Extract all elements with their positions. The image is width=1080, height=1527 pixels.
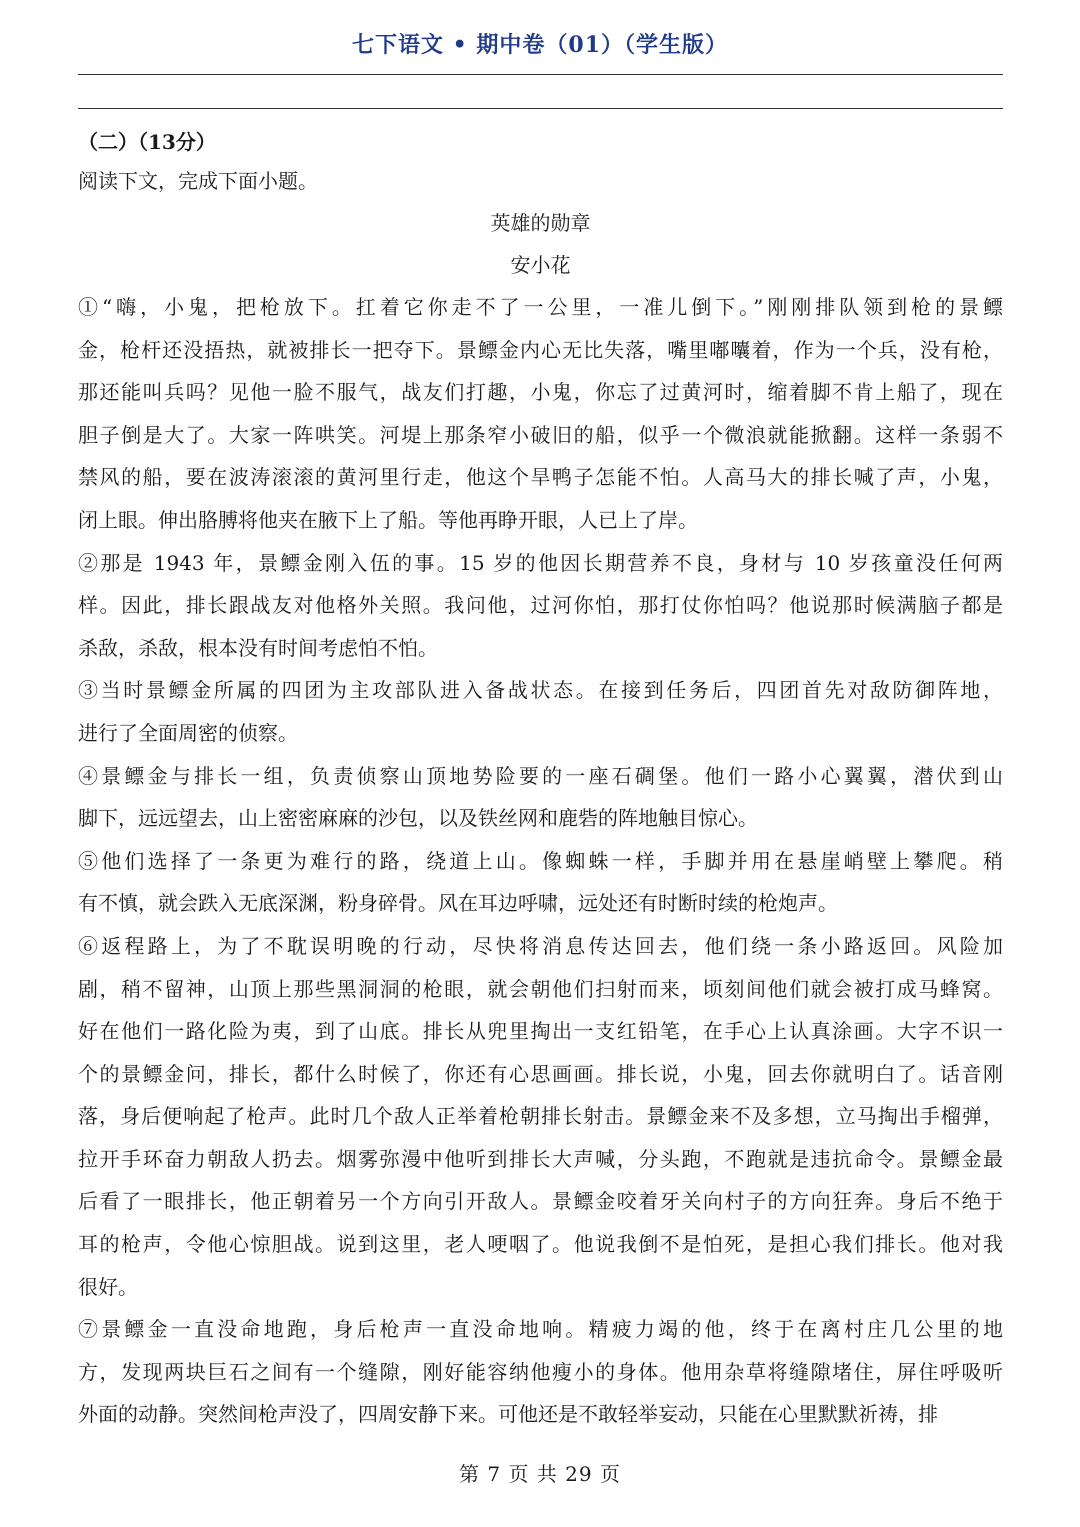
article-paragraph <box>78 669 1003 754</box>
paragraph-line: 那还能叫兵吗？见他一脸不服气，战友们打趣，小鬼，你忘了过黄河时，缩着脚不肯上船了，现在 <box>78 380 1003 405</box>
paragraph-line: ⑦景鳔金一直没命地跑，身后枪声一直没命地响。精疲力竭的他，终于在离村庄几公里的地 <box>78 1317 1003 1342</box>
paragraph-line: 脚下，远远望去，山上密密麻麻的沙包，以及铁丝网和鹿砦的阵地触目惊心。 <box>78 806 758 831</box>
paragraph-line: 好在他们一路化险为夷，到了山底。排长从兜里掏出一支红铅笔，在手心上认真涂画。大字不识一 <box>78 1019 1003 1044</box>
paragraph-line: 胆子倒是大了。大家一阵哄笑。河堤上那条窄小破旧的船，似乎一个微浪就能掀翻。这样一条弱不 <box>78 422 1003 447</box>
paragraph-line: 后看了一眼排长，他正朝着另一个方向引开敌人。景鳔金咬着牙关向村子的方向狂奔。身后不绝于 <box>78 1189 1003 1214</box>
article-body <box>78 286 1003 1436</box>
paragraph-line: ③当时景鳔金所属的四团为主攻部队进入备战状态。在接到任务后，四团首先对敌防御阵地， <box>78 678 1003 703</box>
header-rule-top <box>78 74 1003 75</box>
article-paragraph <box>78 925 1003 1308</box>
article-paragraph <box>78 840 1003 925</box>
paragraph-line: ⑤他们选择了一条更为难行的路，绕道上山。像蜘蛛一样，手脚并用在悬崖峭壁上攀爬。稍 <box>78 848 1003 873</box>
paragraph-line: ⑥返程路上，为了不耽误明晚的行动，尽快将消息传达回去，他们绕一条小路返回。风险加 <box>78 933 1003 958</box>
paragraph-line: 金，枪杆还没捂热，就被排长一把夺下。景鳔金内心无比失落，嘴里嘟囔着，作为一个兵，没有枪， <box>78 337 1003 362</box>
paragraph-line: 落，身后便响起了枪声。此时几个敌人正举着枪朝排长射击。景鳔金来不及多想，立马掏出手榴弹， <box>78 1104 1003 1129</box>
paragraph-line: 有不慎，就会跌入无底深渊，粉身碎骨。风在耳边呼啸，远处还有时断时续的枪炮声。 <box>78 891 838 916</box>
header-rule-bottom <box>78 108 1003 109</box>
article-paragraph <box>78 1308 1003 1436</box>
paragraph-line: 个的景鳔金问，排长，都什么时候了，你还有心思画画。排长说，小鬼，回去你就明白了。话音刚 <box>78 1061 1003 1086</box>
paragraph-line: 耳的枪声，令他心惊胆战。说到这里，老人哽咽了。他说我倒不是怕死，是担心我们排长。他对我 <box>78 1232 1003 1257</box>
paragraph-line: 闭上眼。伸出胳膊将他夹在腋下上了船。等他再睁开眼，人已上了岸。 <box>78 507 698 532</box>
paragraph-line: ①“嗨，小鬼，把枪放下。扛着它你走不了一公里，一准儿倒下。”刚刚排队领到枪的景鳔 <box>78 295 1003 319</box>
article-paragraph <box>78 542 1003 670</box>
paragraph-line: ②那是 1943 年，景鳔金刚入伍的事。15 岁的他因长期营养不良，身材与 10 岁孩童没任何两 <box>78 550 1003 575</box>
paragraph-line: 杀敌，杀敌，根本没有时间考虑怕不怕。 <box>78 635 438 660</box>
paragraph-line: 拉开手环奋力朝敌人扔去。烟雾弥漫中他听到排长大声喊，分头跑，不跑就是违抗命令。景鳔金最 <box>78 1146 1003 1171</box>
section-instruction: 阅读下文，完成下面小题。 <box>78 169 318 193</box>
paragraph-line: 很好。 <box>78 1274 138 1299</box>
paragraph-line: 样。因此，排长跟战友对他格外关照。我问他，过河你怕，那打仗你怕吗？他说那时候满脑子都是 <box>78 593 1003 618</box>
paragraph-line: 外面的动静。突然间枪声没了，四周安静下来。可他还是不敢轻举妄动，只能在心里默默祈祷，排 <box>78 1402 938 1427</box>
page-number: 第 7 页 共 29 页 <box>459 1462 621 1486</box>
article-title: 英雄的勋章 <box>490 211 591 235</box>
paragraph-line: 剧，稍不留神，山顶上那些黑洞洞的枪眼，就会朝他们扫射而来，顷刻间他们就会被打成马蜂窝。 <box>78 976 1003 1001</box>
main-content <box>78 124 1003 1436</box>
paragraph-line: 方，发现两块巨石之间有一个缝隙，刚好能容纳他瘦小的身体。他用杂草将缝隙堵住，屏住呼吸听 <box>78 1359 1003 1384</box>
section-heading: （二）（13分） <box>78 130 216 154</box>
paragraph-line: 进行了全面周密的侦察。 <box>78 720 298 745</box>
paragraph-line: 禁风的船，要在波涛滚滚的黄河里行走，他这个旱鸭子怎能不怕。人高马大的排长喊了声，小鬼， <box>78 465 1003 490</box>
article-author: 安小花 <box>510 253 571 277</box>
article-paragraph <box>78 286 1003 542</box>
paragraph-line: ④景鳔金与排长一组，负责侦察山顶地势险要的一座石碉堡。他们一路小心翼翼，潜伏到山 <box>78 763 1003 788</box>
header-title: 七下语文 • 期中卷（01）（学生版） <box>352 32 728 58</box>
article-paragraph <box>78 755 1003 840</box>
